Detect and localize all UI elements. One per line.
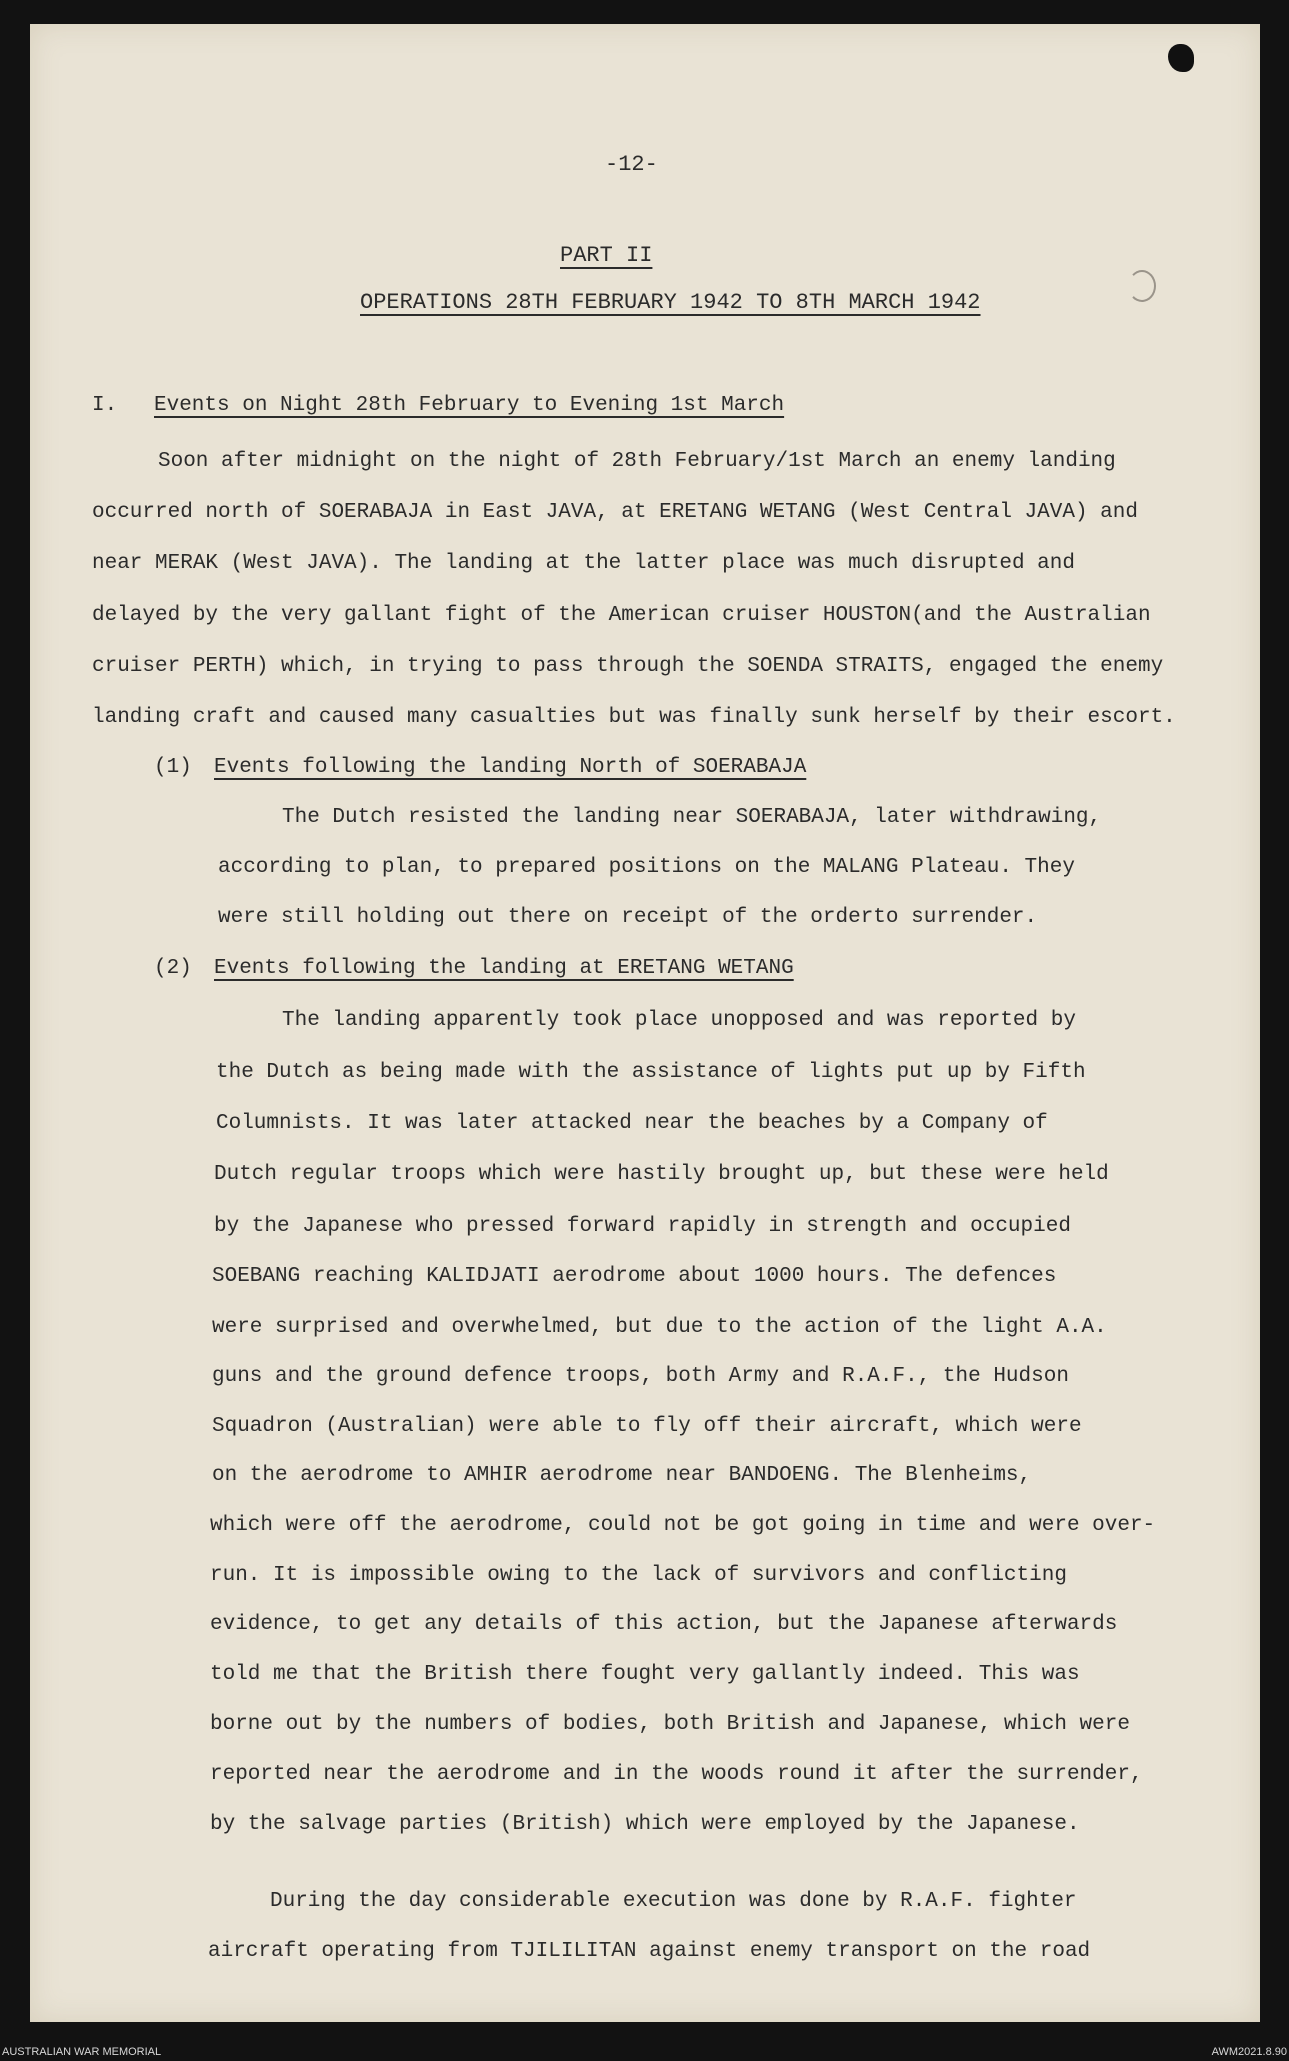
text-line: During the day considerable execution was done by R.A.F. fighter bbox=[270, 1890, 1077, 1913]
text-line: delayed by the very gallant fight of the American cruiser HOUSTON(and the Australian bbox=[92, 604, 1151, 627]
text-line: The landing apparently took place unopposed and was reported by bbox=[282, 1009, 1076, 1032]
paper-mark bbox=[1128, 270, 1156, 302]
text-line: on the aerodrome to AMHIR aerodrome near BANDOENG. The Blenheims, bbox=[212, 1464, 1032, 1487]
footer-source: AUSTRALIAN WAR MEMORIAL bbox=[2, 2046, 162, 2058]
part-heading: PART II bbox=[560, 243, 653, 268]
section-numeral: I. bbox=[92, 394, 118, 417]
text-line: borne out by the numbers of bodies, both British and Japanese, which were bbox=[210, 1713, 1130, 1736]
text-line: The Dutch resisted the landing near SOERABAJA, later withdrawing, bbox=[282, 806, 1102, 829]
punch-hole bbox=[1168, 44, 1194, 72]
text-line: SOEBANG reaching KALIDJATI aerodrome about 1000 hours. The defences bbox=[212, 1265, 1057, 1288]
text-line: aircraft operating from TJILILITAN against enemy transport on the road bbox=[208, 1940, 1091, 1963]
text-line: Dutch regular troops which were hastily brought up, but these were held bbox=[214, 1163, 1109, 1186]
text-line: landing craft and caused many casualties but was finally sunk herself by their escort. bbox=[92, 706, 1176, 729]
text-line: the Dutch as being made with the assistance of lights put up by Fifth bbox=[216, 1061, 1086, 1084]
subsection-numeral: (2) bbox=[154, 957, 192, 980]
text-line: by the salvage parties (British) which were employed by the Japanese. bbox=[210, 1813, 1080, 1836]
text-line: Columnists. It was later attacked near the beaches by a Company of bbox=[216, 1112, 1048, 1135]
text-line: were surprised and overwhelmed, but due to the action of the light A.A. bbox=[212, 1316, 1107, 1339]
subsection-heading: Events following the landing at ERETANG WETANG bbox=[214, 957, 794, 980]
text-line: occurred north of SOERABAJA in East JAVA, at ERETANG WETANG (West Central JAVA) and bbox=[92, 501, 1138, 524]
footer-reference: AWM2021.8.90 bbox=[1211, 2046, 1287, 2058]
subsection-numeral: (1) bbox=[154, 756, 192, 779]
text-line: evidence, to get any details of this action, but the Japanese afterwards bbox=[210, 1613, 1118, 1636]
text-line: which were off the aerodrome, could not be got going in time and were over- bbox=[210, 1514, 1156, 1537]
text-line: near MERAK (West JAVA). The landing at the latter place was much disrupted and bbox=[92, 552, 1075, 575]
text-line: Squadron (Australian) were able to fly off their aircraft, which were bbox=[212, 1415, 1082, 1438]
section-heading: Events on Night 28th February to Evening 1st March bbox=[154, 394, 785, 417]
text-line: Soon after midnight on the night of 28th February/1st March an enemy landing bbox=[158, 450, 1116, 473]
operations-title: OPERATIONS 28TH FEBRUARY 1942 TO 8TH MARCH 1942 bbox=[360, 290, 981, 315]
text-line: were still holding out there on receipt of the orderto surrender. bbox=[218, 906, 1038, 929]
text-line: cruiser PERTH) which, in trying to pass through the SOENDA STRAITS, engaged the enemy bbox=[92, 655, 1164, 678]
subsection-heading: Events following the landing North of SOERABAJA bbox=[214, 756, 807, 779]
text-line: reported near the aerodrome and in the woods round it after the surrender, bbox=[210, 1763, 1143, 1786]
text-line: guns and the ground defence troops, both Army and R.A.F., the Hudson bbox=[212, 1365, 1069, 1388]
text-line: according to plan, to prepared positions on the MALANG Plateau. They bbox=[218, 856, 1075, 879]
page-number: -12- bbox=[605, 152, 658, 177]
text-line: by the Japanese who pressed forward rapidly in strength and occupied bbox=[214, 1215, 1071, 1238]
text-line: told me that the British there fought very gallantly indeed. This was bbox=[210, 1663, 1080, 1686]
text-line: run. It is impossible owing to the lack of survivors and conflicting bbox=[210, 1564, 1067, 1587]
